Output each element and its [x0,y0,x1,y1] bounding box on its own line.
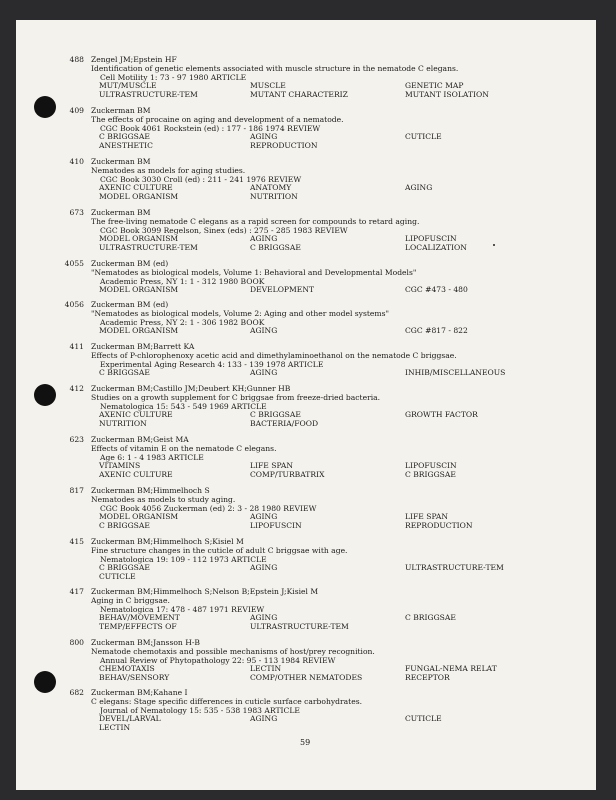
keyword: MUTANT ISOLATION [405,90,489,100]
keyword: MODEL ORGANISM [99,234,179,244]
keyword: MUT/MUSCLE [99,81,157,91]
keyword: CUTICLE [99,572,136,582]
keyword: COMP/OTHER NEMATODES [250,673,363,683]
keyword: AXENIC CULTURE [99,410,173,420]
keyword: NUTRITION [99,419,147,429]
keyword: LECTIN [99,723,131,733]
entry-number: 415 [69,537,84,546]
keyword: AGING [250,512,278,522]
keyword: VITAMINS [99,461,141,471]
entry-authors: Zuckerman BM (ed) [91,300,169,309]
keyword: AXENIC CULTURE [99,470,173,480]
keyword: ULTRASTRUCTURE-TEM [99,90,198,100]
keyword: AGING [250,563,278,573]
entry-number: 800 [69,638,84,647]
entry-authors: Zuckerman BM;Himmelhoch S;Nelson B;Epstein J;Kisiel M [91,587,319,596]
document-page [16,20,596,790]
keyword: ULTRASTRUCTURE-TEM [405,563,504,573]
keyword: AGING [250,234,278,244]
entry-number: 673 [69,208,84,217]
entry-title: C elegans: Stage specific differences in cuticle surface carbohydrates. [91,696,363,706]
entry-number: 411 [69,342,84,351]
keyword: CGC #473 - 480 [405,285,468,295]
entry-source: Nematologica 17: 478 - 487 1971 REVIEW [100,604,265,614]
keyword: AGING [405,183,433,193]
keyword: REPRODUCTION [250,141,318,151]
keyword: BEHAV/MOVEMENT [99,613,180,623]
keyword: GENETIC MAP [405,81,464,91]
entry-title: Nematodes as models to study aging. [91,494,236,504]
entry-number: 4055 [64,259,84,268]
keyword: C BRIGGSAE [405,470,456,480]
keyword: RECEPTOR [405,673,450,683]
entry-authors: Zengel JM;Epstein HF [91,55,177,64]
entry-number: 488 [69,55,84,64]
keyword: LIPOFUSCIN [250,521,302,531]
entry-title: "Nematodes as biological models, Volume 1: Behavioral and Developmental Models" [91,267,417,277]
keyword: LOCALIZATION [405,243,467,253]
entry-authors: Zuckerman BM (ed) [91,259,169,268]
keyword: LIFE SPAN [250,461,294,471]
entry-title: Nematode chemotaxis and possible mechanisms of host/prey recognition. [91,646,375,656]
entry-authors: Zuckerman BM;Himmelhoch S;Kisiel M [91,537,244,546]
entry-source: CGC Book 3030 Croll (ed) : 211 - 241 1976 REVIEW [100,174,302,184]
entry-title: Fine structure changes in the cuticle of adult C briggsae with age. [91,545,348,555]
entry-source: CGC Book 4061 Rockstein (ed) : 177 - 186 1974 REVIEW [100,123,321,133]
keyword: LIPOFUSCIN [405,234,457,244]
keyword: C BRIGGSAE [250,243,301,253]
entry-authors: Zuckerman BM [91,157,151,166]
keyword: MODEL ORGANISM [99,285,179,295]
keyword: CUTICLE [405,132,442,142]
keyword: ANATOMY [250,183,292,193]
entry-source: Nematologica 15: 543 - 549 1969 ARTICLE [100,401,267,411]
entry-authors: Zuckerman BM [91,106,151,115]
entry-number: 682 [69,688,84,697]
keyword: DEVEL/LARVAL [99,714,161,724]
entry-source: Academic Press, NY 2: 1 - 306 1982 BOOK [100,317,265,327]
entry-source: CGC Book 3099 Regelson, Sinex (eds) : 275 - 285 1983 REVIEW [100,225,348,235]
keyword: MODEL ORGANISM [99,192,179,202]
entry-title: The effects of procaine on aging and development of a nematode. [91,114,344,124]
entry-title: Aging in C briggsae. [91,595,170,605]
entry-number: 623 [69,435,84,444]
keyword: INHIB/MISCELLANEOUS [405,368,506,378]
entry-authors: Zuckerman BM;Castillo JM;Deubert KH;Gunner HB [91,384,291,393]
entry-source: Cell Motility 1: 73 - 97 1980 ARTICLE [100,72,247,82]
entry-title: The free-living nematode C elegans as a rapid screen for compounds to retard aging. [91,216,420,226]
entry-number: 817 [69,486,84,495]
keyword: AXENIC CULTURE [99,183,173,193]
entry-number: 409 [69,106,84,115]
keyword: MUTANT CHARACTERIZ [250,90,348,100]
entry-source: Journal of Nematology 15: 535 - 538 1983 ARTICLE [100,705,300,715]
entry-number: 412 [69,384,84,393]
entry-title: Nematodes as models for aging studies. [91,165,246,175]
keyword: AGING [250,613,278,623]
entry-authors: Zuckerman BM;Kahane I [91,688,188,697]
keyword: C BRIGGSAE [99,563,150,573]
entry-title: Effects of P-chlorophenoxy acetic acid and dimethylaminoethanol on the nematode C briggsae. [91,350,457,360]
entry-authors: Zuckerman BM;Geist MA [91,435,189,444]
keyword: LIPOFUSCIN [405,461,457,471]
entry-source: CGC Book 4056 Zuckerman (ed) 2: 3 - 28 1980 REVIEW [100,503,317,513]
keyword: FUNGAL-NEMA RELAT [405,664,497,674]
keyword: ULTRASTRUCTURE-TEM [250,622,349,632]
keyword: REPRODUCTION [405,521,473,531]
page-number: 59 [300,738,311,747]
keyword: C BRIGGSAE [250,410,301,420]
keyword: AGING [250,714,278,724]
keyword: LIFE SPAN [405,512,449,522]
keyword: C BRIGGSAE [99,521,150,531]
speck [493,244,495,246]
keyword: NUTRITION [250,192,298,202]
keyword: CUTICLE [405,714,442,724]
entry-title: Effects of vitamin E on the nematode C elegans. [91,443,277,453]
keyword: COMP/TURBATRIX [250,470,325,480]
keyword: C BRIGGSAE [99,368,150,378]
keyword: LECTIN [250,664,282,674]
keyword: ANESTHETIC [99,141,153,151]
entry-number: 4056 [64,300,84,309]
entry-number: 417 [69,587,84,596]
keyword: CHEMOTAXIS [99,664,155,674]
entry-source: Age 6: 1 - 4 1983 ARTICLE [100,452,204,462]
keyword: C BRIGGSAE [99,132,150,142]
entry-title: "Nematodes as biological models, Volume 2: Aging and other model systems" [91,308,390,318]
keyword: C BRIGGSAE [405,613,456,623]
keyword: GROWTH FACTOR [405,410,478,420]
entry-authors: Zuckerman BM;Himmelhoch S [91,486,210,495]
keyword: DEVELOPMENT [250,285,315,295]
entry-title: Studies on a growth supplement for C briggsae from freeze-dried bacteria. [91,392,381,402]
keyword: AGING [250,132,278,142]
entry-source: Annual Review of Phytopathology 22: 95 - 113 1984 REVIEW [100,655,336,665]
entry-source: Experimental Aging Research 4: 133 - 139 1978 ARTICLE [100,359,324,369]
keyword: MODEL ORGANISM [99,512,179,522]
keyword: MUSCLE [250,81,286,91]
entry-title: Identification of genetic elements associated with muscle structure in the nematode C elegans. [91,63,459,73]
keyword: BEHAV/SENSORY [99,673,170,683]
keyword: TEMP/EFFECTS OF [99,622,177,632]
entry-source: Academic Press, NY 1: 1 - 312 1980 BOOK [100,276,265,286]
keyword: ULTRASTRUCTURE-TEM [99,243,198,253]
entry-authors: Zuckerman BM;Barrett KA [91,342,195,351]
entry-authors: Zuckerman BM;Jansson H-B [91,638,200,647]
keyword: BACTERIA/FOOD [250,419,319,429]
keyword: MODEL ORGANISM [99,326,179,336]
keyword: AGING [250,368,278,378]
entry-source: Nematologica 19: 109 - 112 1973 ARTICLE [100,554,267,564]
entry-number: 410 [69,157,84,166]
entry-authors: Zuckerman BM [91,208,151,217]
keyword: AGING [250,326,278,336]
keyword: CGC #817 - 822 [405,326,468,336]
